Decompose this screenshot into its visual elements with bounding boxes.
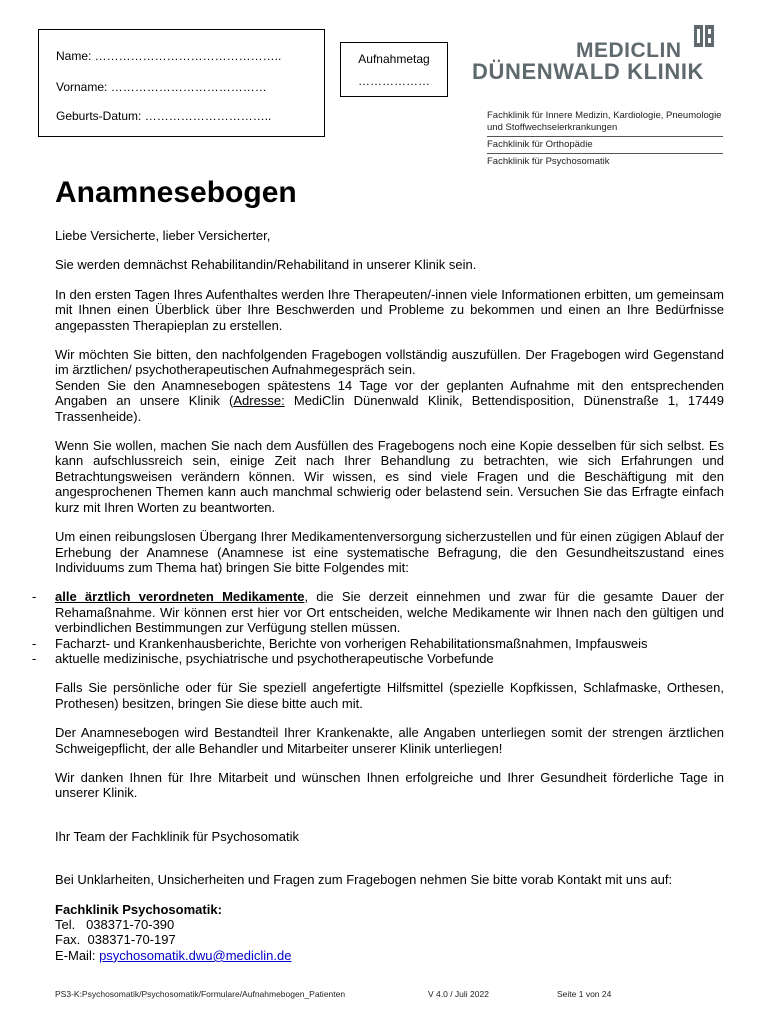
footer-path: PS3-K:Psychosomatik/Psychosomatik/Formulare/Aufnahmebogen_Patienten [55, 989, 346, 999]
clinic-list [487, 110, 723, 168]
contact-tel: Tel. 038371-70-390 [55, 917, 175, 932]
paragraph: Wir möchten Sie bitten, den nachfolgenden Fragebogen vollständig auszufüllen. Der Fragebogen wird Gegenstand im ärztlichen/ psychotherapeutischen Aufnahmegespräch sein. [55, 347, 724, 378]
medication-emphasis: alle ärztlich verordneten Medikamente [55, 589, 305, 605]
paragraph: Um einen reibungslosen Übergang Ihrer Medikamentenversorgung sicherzustellen und für einen zügigen Ablauf der Erhebung der Anamnese (Anamnese ist eine systematische Befragung, die den Gesundheitszustand eines Individuums zum Thema hat) bringen Sie bitte Folgendes mit: [55, 529, 724, 575]
list-item [32, 650, 724, 666]
name-field[interactable]: Name: ……………………………………….. [56, 49, 282, 63]
geburtsdatum-field[interactable]: Geburts-Datum: ………………………….. [56, 109, 272, 123]
contact-intro: Bei Unklarheiten, Unsicherheiten und Fragen zum Fragebogen nehmen Sie bitte vorab Kontakt mit uns auf: [55, 872, 673, 888]
list-dash: - [32, 589, 37, 605]
paragraph: Wenn Sie wollen, machen Sie nach dem Ausfüllen des Fragebogens noch eine Kopie desselben für sich selbst. Es kann aufschlussreich sein, einige Zeit nach Ihrer Behandlung zu betrachten, wie sich Erfahrungen und Betrachtungsweisen verändern können. Wir wissen, es sind viele Fragen und die Beschäftigung mit den angesprochenen Themen kann auch manchmal schwierig oder belastend sein. Versuchen Sie das Erfragte einfach kurz mit Ihren Worten zu beantworten. [55, 438, 724, 515]
admission-date-label: Aufnahmetag [358, 52, 430, 66]
footer-page-number: Seite 1 von 24 [557, 989, 612, 999]
greeting: Liebe Versicherte, lieber Versicherter, [55, 228, 271, 243]
paragraph: Falls Sie persönliche oder für Sie speziell angefertigte Hilfsmittel (spezielle Kopfkissen, Schlafmaske, Orthesen, Prothesen) besitzen, bringen Sie diese bitte auch mit. [55, 680, 724, 711]
page-title: Anamnesebogen [55, 176, 297, 209]
contact-title: Fachklinik Psychosomatik: [55, 901, 222, 917]
list-item-text: aktuelle medizinische, psychiatrische und psychotherapeutische Vorbefunde [55, 650, 494, 666]
contact-email-row [55, 948, 724, 963]
list-dash: - [32, 650, 37, 666]
list-item [32, 589, 724, 636]
vorname-field[interactable]: Vorname: ………………………………… [56, 80, 267, 94]
paragraph: Der Anamnesebogen wird Bestandteil Ihrer Krankenakte, alle Angaben unterliegen somit der strengen ärztlichen Schweigepflicht, der alle Behandler und Mitarbeiter unserer Klinik unterliegen! [55, 725, 724, 756]
admission-date-box [340, 42, 448, 97]
patient-info-box [38, 29, 325, 137]
clinic-item: Fachklinik für Orthopädie [487, 137, 723, 154]
address-label: Adresse: [233, 393, 285, 409]
clinic-item: Fachklinik für Psychosomatik [487, 156, 610, 167]
mediclin-logo [470, 25, 720, 85]
email-label: E-Mail: [55, 947, 100, 963]
paragraph [55, 378, 724, 424]
list-dash: - [32, 635, 37, 651]
footer-version: V 4.0 / Juli 2022 [428, 989, 489, 999]
logo-clinic-text: DÜNENWALD KLINIK [472, 59, 705, 84]
letter-body [32, 228, 724, 963]
closing: Ihr Team der Fachklinik für Psychosomatik [55, 828, 299, 844]
admission-date-field[interactable]: ……………… [358, 74, 430, 88]
paragraph: Sie werden demnächst Rehabilitandin/Rehabilitand in unserer Klinik sein. [55, 257, 477, 273]
list-item-text: Facharzt- und Krankenhausberichte, Berichte von vorherigen Rehabilitationsmaßnahmen, Impfausweis [55, 635, 648, 651]
list-item-text: , die Sie derzeit einnehmen und zwar für die gesamte Dauer der Rehamaßnahme. Wir können erst hier vor Ort entscheiden, welche Medikamente wir Ihnen nach den gültigen und verbindlichen Bestimmungen zur Verfügung stellen müssen. [55, 589, 724, 636]
clinic-item: Fachklinik für Innere Medizin, Kardiologie, Pneumologie und Stoffwechselerkrankungen [487, 110, 723, 137]
contact-block [55, 902, 724, 964]
paragraph: Wir danken Ihnen für Ihre Mitarbeit und wünschen Ihnen erfolgreiche und Ihrer Gesundheit förderliche Tage in unserer Klinik. [55, 769, 724, 801]
contact-fax: Fax. 038371-70-197 [55, 932, 176, 948]
email-link[interactable]: psychosomatik.dwu@mediclin.de [99, 947, 292, 963]
bring-list [32, 589, 724, 666]
mediclin-logo-mark-icon [694, 25, 714, 47]
logo-brand-text: MEDICLIN [576, 39, 682, 62]
list-item [32, 635, 724, 651]
paragraph-text: MediClin Dünenwald Klinik, Bettendisposition, Dünenstraße 1, 17449 Trassenheide). [55, 393, 724, 424]
paragraph: In den ersten Tagen Ihres Aufenthaltes werden Ihre Therapeuten/-innen viele Informationen erbitten, um gemeinsam mit Ihnen einen Überblick über Ihre Beschwerden und Probleme zu bekommen und einen an Ihre Bedürfnisse angepassten Therapieplan zu erstellen. [55, 286, 724, 333]
paragraph-text: Senden Sie den Anamnesebogen spätestens 14 Tage vor der geplanten Aufnahme mit den entsprechenden Angaben an unsere Klinik ( [55, 377, 724, 409]
